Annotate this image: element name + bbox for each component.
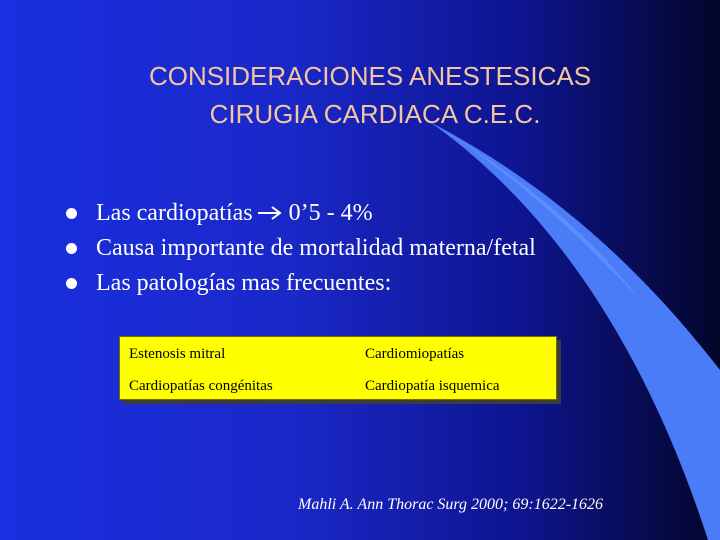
- right-arrow-icon: [257, 205, 283, 221]
- bullet-item-cardiopathies: [66, 196, 536, 231]
- bullet-text: Causa importante de mortalidad materna/fetal: [96, 235, 536, 261]
- pathologies-box: [119, 336, 557, 400]
- pathology-item: Estenosis mitral: [129, 346, 226, 362]
- slide-title-line-1: CONSIDERACIONES ANESTESICAS: [148, 61, 592, 91]
- slide-title-line-2: CIRUGIA CARDIACA C.E.C.: [209, 99, 541, 129]
- bullet-dot-icon: [66, 208, 77, 219]
- bullet-text: Las cardiopatías: [96, 200, 253, 226]
- bullet-text: Las patologías mas frecuentes:: [96, 270, 392, 296]
- pathology-item: Cardiomiopatías: [365, 346, 465, 362]
- bullet-value: 0’5 - 4%: [288, 200, 373, 226]
- bullet-list: [66, 196, 536, 301]
- pathology-item: Cardiopatías congénitas: [129, 378, 273, 394]
- pathology-item: Cardiopatía isquemica: [365, 378, 500, 394]
- bullet-dot-icon: [66, 243, 77, 254]
- bullet-item-frequent-pathologies: [66, 266, 536, 301]
- bullet-dot-icon: [66, 278, 77, 289]
- bullet-item-mortality: [66, 231, 536, 266]
- citation: Mahli A. Ann Thorac Surg 2000; 69:1622-1626: [298, 496, 604, 513]
